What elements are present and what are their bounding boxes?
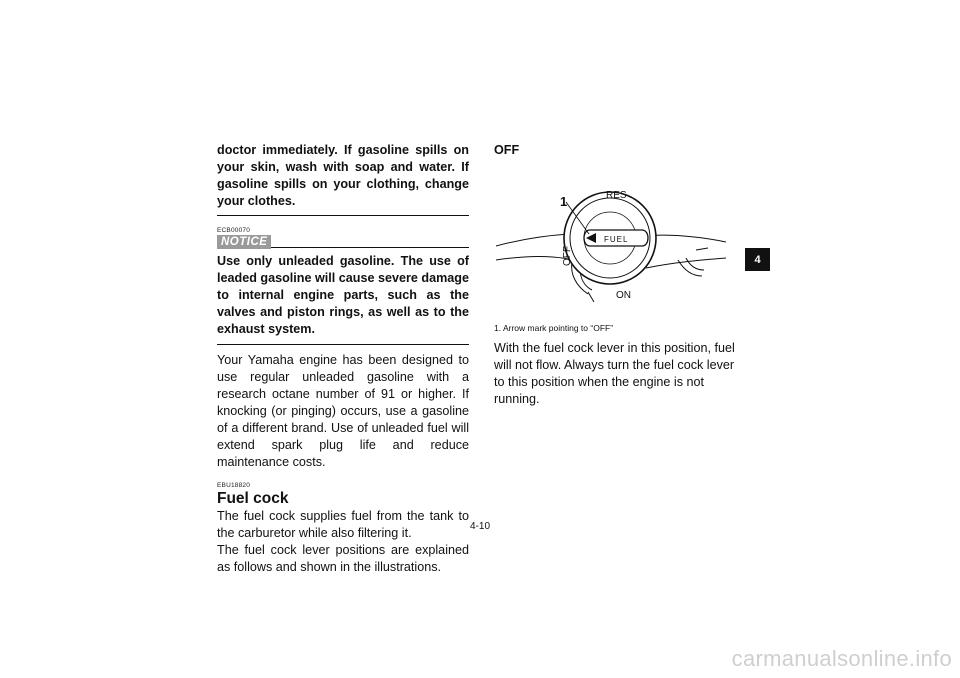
callout-number: 1 xyxy=(560,194,568,209)
position-title: OFF xyxy=(494,143,520,157)
left-column xyxy=(217,142,469,576)
watermark: carmanualsonline.info xyxy=(731,646,952,671)
off-description: With the fuel cock lever in this position, fuel will not flow. Always turn the fuel cock lever to this position when the engine is not running. xyxy=(494,341,735,406)
section-title: Fuel cock xyxy=(217,490,289,507)
warning-end-rule xyxy=(217,215,469,216)
fuel-cock-drawing xyxy=(496,164,726,318)
body-paragraph: Your Yamaha engine has been designed to use regular unleaded gasoline with a research octane number of 91 or higher. If knocking (or pinging) occurs, use a gasoline of a different brand. Use of unleaded fuel will extend spark plug life and reduce maintenance costs. xyxy=(217,353,469,469)
notice-badge: NOTICE xyxy=(217,235,271,249)
notice-header-rule xyxy=(271,247,469,248)
section-paragraph-2: The fuel cock lever positions are explained as follows and shown in the illustrations. xyxy=(217,543,469,574)
notice-code: ECB00070 xyxy=(217,227,251,234)
section-paragraph-1: The fuel cock supplies fuel from the tank to the carburetor while also filtering it. xyxy=(217,509,469,540)
warning-continuation: doctor immediately. If gasoline spills on your skin, wash with soap and water. If gasoline spills on your clothing, change your clothes. xyxy=(217,143,469,208)
page-number: 4-10 xyxy=(469,521,490,532)
figure-caption: 1. Arrow mark pointing to “OFF” xyxy=(494,323,614,333)
notice-end-rule xyxy=(217,344,469,345)
fuel-label: FUEL xyxy=(604,235,629,244)
off-label: OFF xyxy=(562,246,573,266)
section-code: EBU18820 xyxy=(217,482,251,489)
notice-header xyxy=(217,235,469,249)
fuel-cock-illustration xyxy=(496,164,726,318)
res-label: RES xyxy=(606,190,627,201)
right-column xyxy=(494,142,747,408)
notice-text: Use only unleaded gasoline. The use of leaded gasoline will cause severe damage to internal engine parts, such as the valves and piston rings, as well as to the exhaust system. xyxy=(217,254,469,336)
chapter-tab: 4 xyxy=(745,248,770,271)
on-label: ON xyxy=(616,290,631,301)
